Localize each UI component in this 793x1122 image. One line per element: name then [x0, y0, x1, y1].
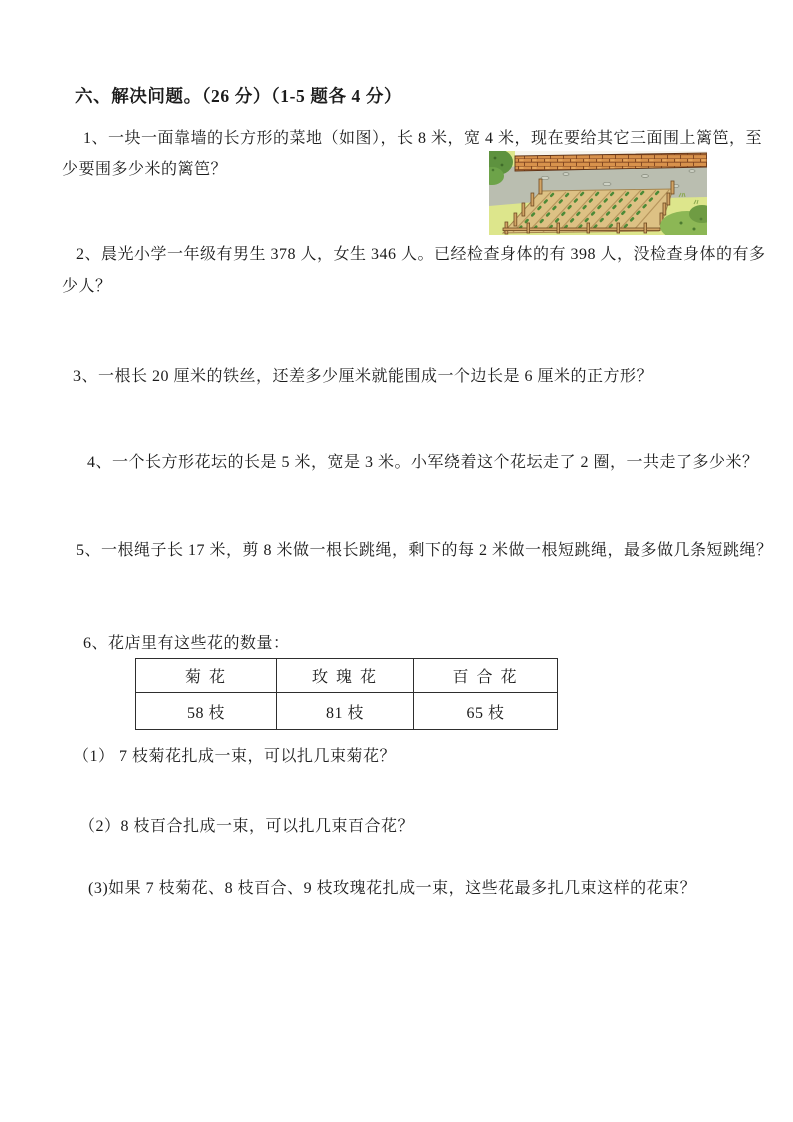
problem-4: 4、一个长方形花坛的长是 5 米，宽是 3 米。小军绕着这个花坛走了 2 圈，一共走了多少米？ [87, 454, 759, 471]
problem-6-subquestion-2: （2）8 枝百合扎成一束，可以扎几束百合花？ [79, 818, 415, 835]
flower-table-header-row [136, 659, 558, 693]
problem-5: 5、一根绳子长 17 米，剪 8 米做一根长跳绳，剩下的每 2 米做一根短跳绳，最多做几条短跳绳？ [76, 542, 773, 559]
flower-table-header-lily: 百 合 花 [414, 659, 558, 693]
flower-table-header-chrysanthemum: 菊 花 [136, 659, 277, 693]
problem-6-subquestion-3: (3)如果 7 枝菊花、8 枝百合、9 枝玫瑰花扎成一束，这些花最多扎几束这样的花束？ [88, 880, 697, 897]
problem-2-line-1: 2、晨光小学一年级有男生 378 人，女生 346 人。已经检查身体的有 398 人，没检查身体的有多 [76, 246, 766, 263]
problem-1-line-2: 少要围多少米的篱笆？ [62, 161, 228, 178]
flower-table-count-lily: 65 枝 [414, 693, 558, 730]
problem-1-line-1: 1、一块一面靠墙的长方形的菜地（如图），长 8 米，宽 4 米，现在要给其它三面围上篱笆，至 [83, 130, 763, 147]
problem-2-line-2: 少人？ [62, 278, 112, 295]
problem-3: 3、一根长 20 厘米的铁丝，还差多少厘米就能围成一个边长是 6 厘米的正方形？ [73, 368, 654, 385]
problem-6-subquestion-1: （1） 7 枝菊花扎成一束，可以扎几束菊花？ [73, 748, 397, 765]
garden-illustration [489, 151, 707, 235]
flower-table-header-rose: 玫 瑰 花 [277, 659, 414, 693]
flower-table-value-row [136, 693, 558, 730]
flower-table [135, 658, 558, 730]
section-title: 六、解决问题。（26 分）（1-5 题各 4 分） [75, 86, 403, 106]
problem-6-intro: 6、花店里有这些花的数量： [83, 635, 290, 652]
flower-table-count-chrysanthemum: 58 枝 [136, 693, 277, 730]
flower-table-count-rose: 81 枝 [277, 693, 414, 730]
